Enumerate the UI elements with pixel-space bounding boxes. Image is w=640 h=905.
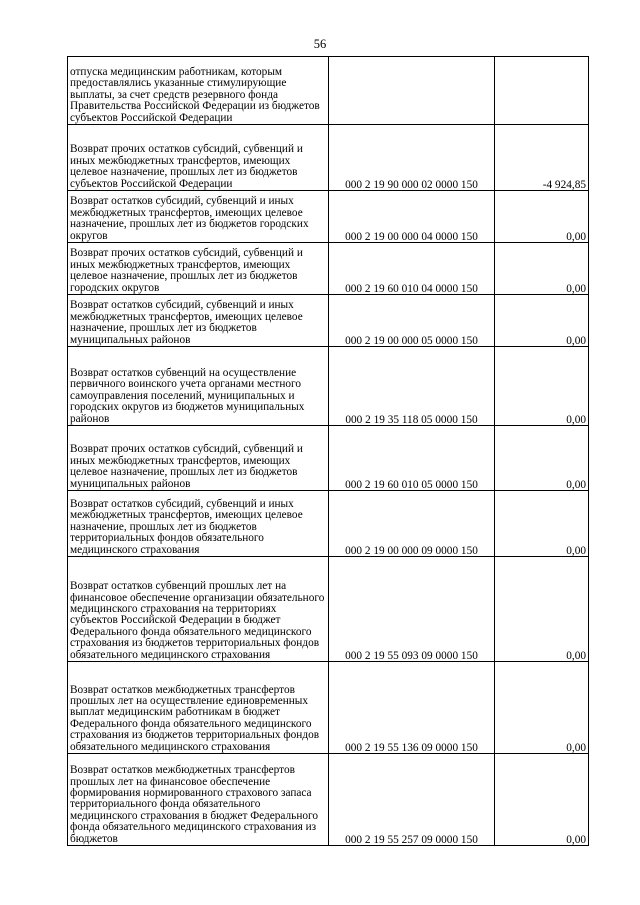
budget-code: 000 2 19 35 118 05 0000 150: [345, 413, 478, 426]
row-name-cell: Возврат остатков межбюджетных трансфертов прошлых лет на осуществление единовременных выплат медицинским работникам в бюджет Федерального фонда обязательного медицинского страхования из бюджетов территориальных фондов обязательного медицинского страхования: [68, 662, 329, 754]
budget-table: [67, 56, 589, 846]
row-amount-cell: [495, 243, 589, 295]
amount-value: 0,00: [566, 230, 586, 243]
row-name-cell: Возврат остатков субвенций прошлых лет на финансовое обеспечение организации обязательного медицинского страхования на территориях субъектов Российской Федерации в бюджет Федерального фонда обязательного медицинского страхования из бюджетов территориальных фондов обязательного медицинского страхования: [68, 557, 329, 662]
budget-code: 000 2 19 00 000 09 0000 150: [345, 544, 478, 557]
row-name-cell: Возврат остатков субсидий, субвенций и иных межбюджетных трансфертов, имеющих целевое назначение, прошлых лет из бюджетов городских округов: [68, 191, 329, 243]
row-name-cell: Возврат прочих остатков субсидий, субвенций и иных межбюджетных трансфертов, имеющих целевое назначение, прошлых лет из бюджетов городских округов: [68, 243, 329, 295]
amount-value: 0,00: [566, 833, 586, 846]
budget-code: 000 2 19 60 010 04 0000 150: [345, 282, 478, 295]
amount-value: 0,00: [566, 478, 586, 491]
row-code-cell: [329, 243, 495, 295]
amount-value: 0,00: [566, 741, 586, 754]
row-code-cell: [329, 191, 495, 243]
amount-value: 0,00: [566, 282, 586, 295]
table-row: [68, 243, 589, 295]
row-amount-cell: [495, 557, 589, 662]
table-row: [68, 347, 589, 426]
table-row: [68, 557, 589, 662]
budget-code: 000 2 19 90 000 02 0000 150: [345, 178, 478, 191]
budget-code: 000 2 19 00 000 05 0000 150: [345, 334, 478, 347]
row-name-cell: Возврат прочих остатков субсидий, субвенций и иных межбюджетных трансфертов, имеющих целевое назначение, прошлых лет из бюджетов субъектов Российской Федерации: [68, 125, 329, 191]
amount-value: 0,00: [566, 413, 586, 426]
row-code-cell: [329, 491, 495, 557]
budget-code: 000 2 19 55 093 09 0000 150: [345, 649, 478, 662]
row-name-cell: Возврат остатков субвенций на осуществление первичного воинского учета органами местного самоуправления поселений, муниципальных и городских округов из бюджетов муниципальных районов: [68, 347, 329, 426]
row-amount-cell: [495, 491, 589, 557]
row-code-cell: [329, 125, 495, 191]
table-row: [68, 125, 589, 191]
row-amount-cell: [495, 662, 589, 754]
budget-code: 000 2 19 55 257 09 0000 150: [345, 833, 478, 846]
row-name-cell: отпуска медицинским работникам, которым предоставлялись указанные стимулирующие выплаты, за счет средств резервного фонда Правительства Российской Федерации из бюджетов субъектов Российской Федерации: [68, 57, 329, 125]
row-amount-cell: [495, 125, 589, 191]
row-code-cell: [329, 662, 495, 754]
table-row: [68, 491, 589, 557]
row-name-cell: Возврат прочих остатков субсидий, субвенций и иных межбюджетных трансфертов, имеющих целевое назначение, прошлых лет из бюджетов муниципальных районов: [68, 426, 329, 491]
row-name-cell: Возврат остатков субсидий, субвенций и иных межбюджетных трансфертов, имеющих целевое назначение, прошлых лет из бюджетов территориальных фондов обязательного медицинского страхования: [68, 491, 329, 557]
amount-value: 0,00: [566, 544, 586, 557]
table-row: [68, 57, 589, 125]
row-code-cell: [329, 557, 495, 662]
budget-code: 000 2 19 00 000 04 0000 150: [345, 230, 478, 243]
page-number: 56: [313, 37, 327, 51]
row-amount-cell: [495, 754, 589, 846]
row-code-cell: [329, 57, 495, 125]
amount-value: 0,00: [566, 649, 586, 662]
row-name-cell: Возврат остатков межбюджетных трансфертов прошлых лет на финансовое обеспечение формирования нормированного страхового запаса территориального фонда обязательного медицинского страхования в бюджет Федерального фонда обязательного медицинского страхования из бюджетов: [68, 754, 329, 846]
table-row: [68, 426, 589, 491]
row-code-cell: [329, 426, 495, 491]
row-amount-cell: [495, 57, 589, 125]
row-code-cell: [329, 295, 495, 347]
row-amount-cell: [495, 426, 589, 491]
table-row: [68, 191, 589, 243]
row-name-cell: Возврат остатков субсидий, субвенций и иных межбюджетных трансфертов, имеющих целевое назначение, прошлых лет из бюджетов муниципальных районов: [68, 295, 329, 347]
table-row: [68, 295, 589, 347]
table-row: [68, 662, 589, 754]
row-code-cell: [329, 347, 495, 426]
row-amount-cell: [495, 295, 589, 347]
budget-code: 000 2 19 60 010 05 0000 150: [345, 478, 478, 491]
table-row: [68, 754, 589, 846]
row-amount-cell: [495, 191, 589, 243]
budget-code: 000 2 19 55 136 09 0000 150: [345, 741, 478, 754]
row-amount-cell: [495, 347, 589, 426]
row-code-cell: [329, 754, 495, 846]
amount-value: -4 924,85: [542, 178, 586, 191]
amount-value: 0,00: [566, 334, 586, 347]
